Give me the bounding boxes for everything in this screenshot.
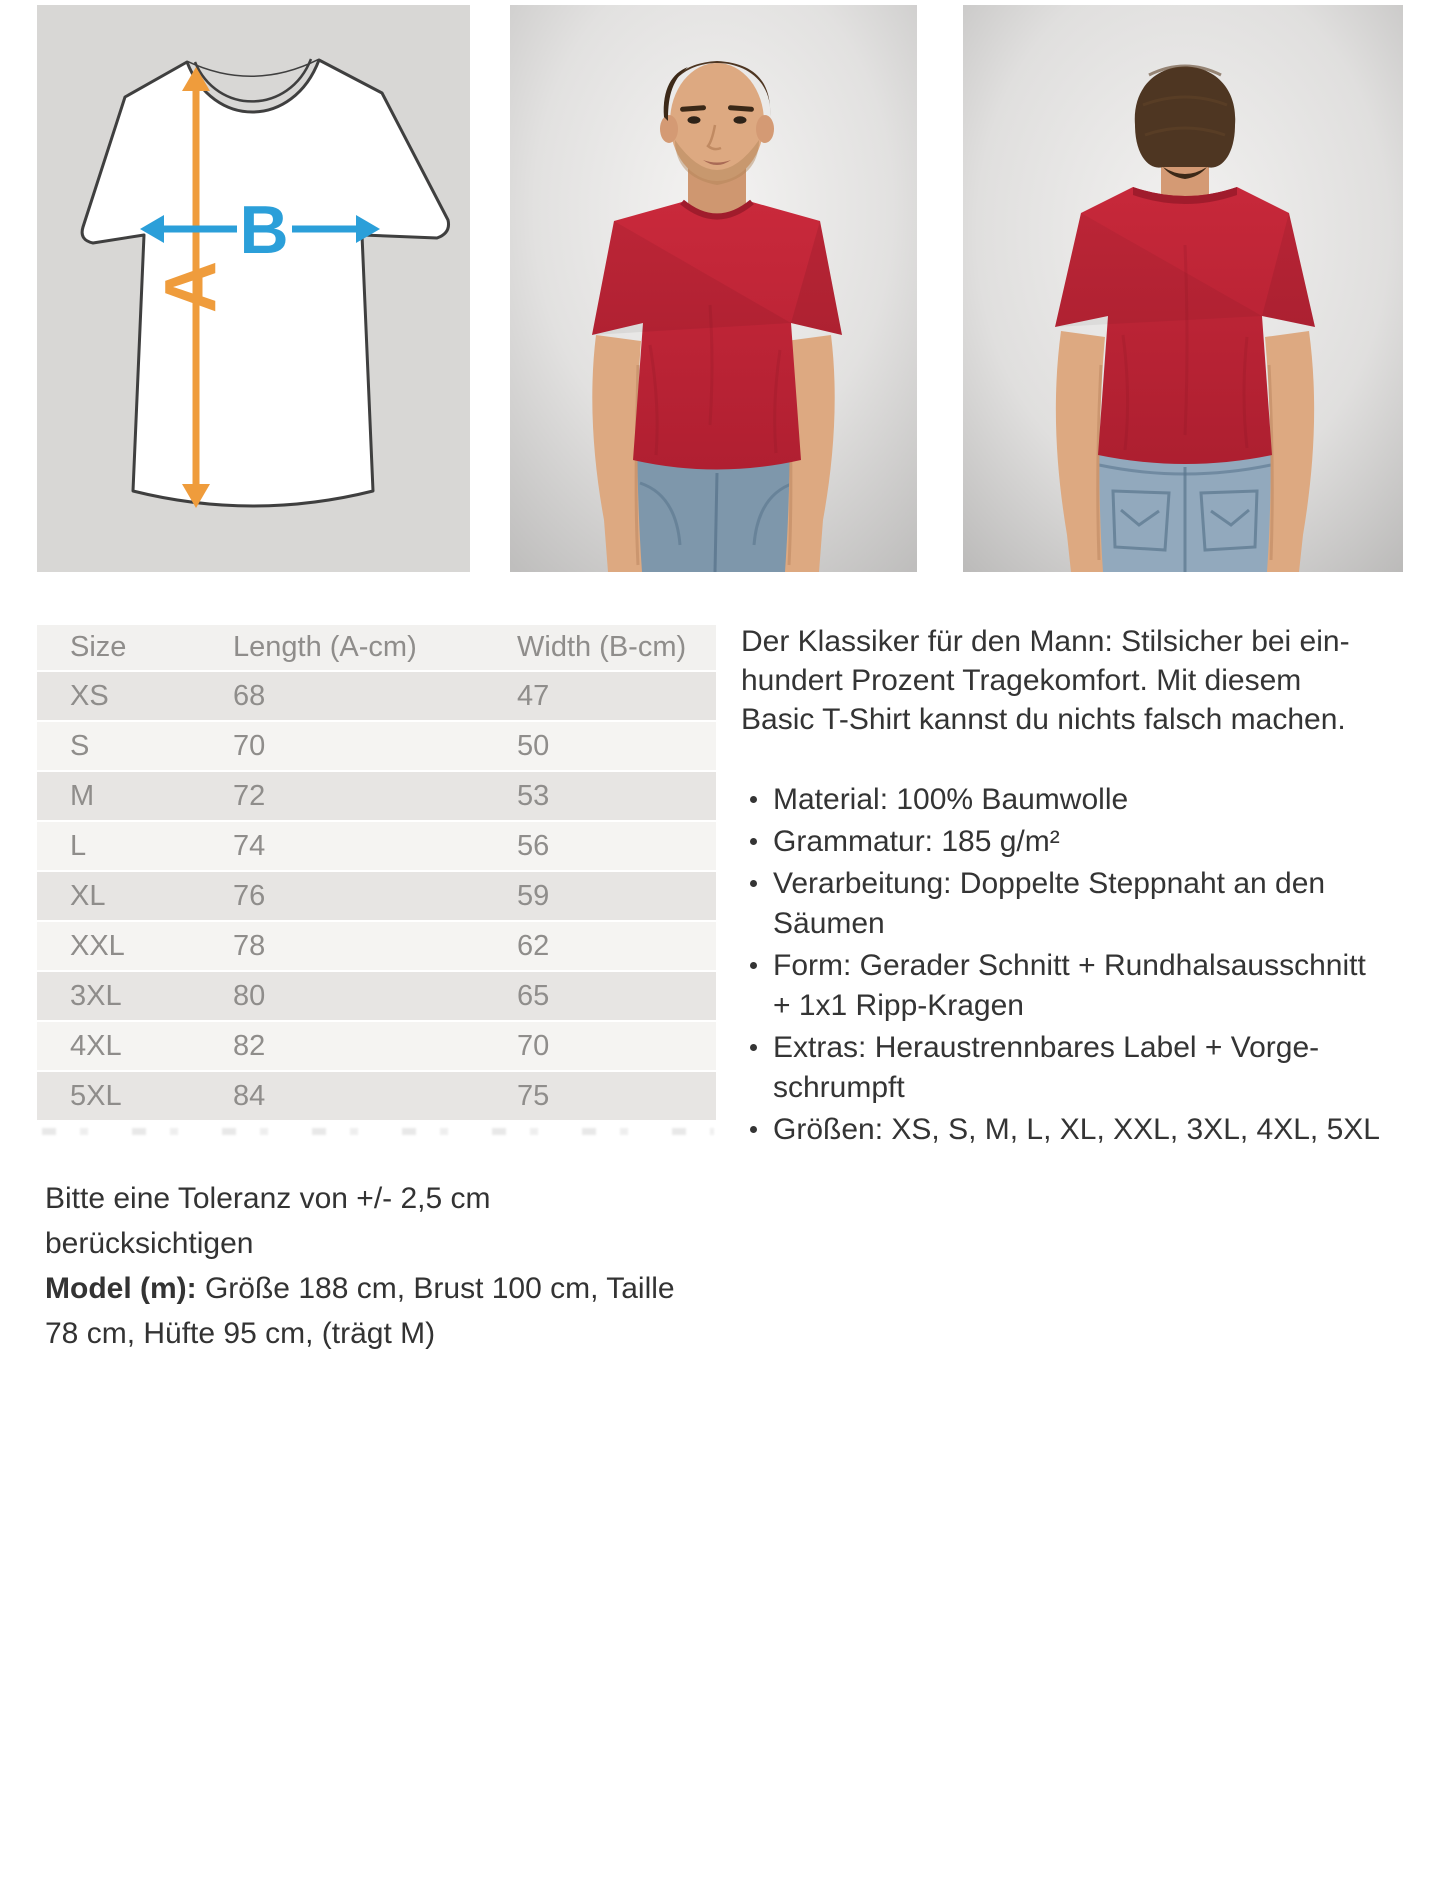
model-front-graphic (510, 5, 917, 572)
table-row: XXL 78 62 (37, 922, 716, 972)
list-item: Material: 100% Baumwolle (741, 780, 1425, 820)
table-row: XS 68 47 (37, 672, 716, 722)
bullet-icon (750, 1126, 757, 1133)
product-image-row (37, 5, 1403, 572)
list-item: Form: Gerader Schnitt + Rundhalsausschnitt + 1x1 Ripp-Kragen (741, 946, 1425, 1026)
table-row: S 70 50 (37, 722, 716, 772)
list-item: Extras: Heraustrennbares Label + Vorge- schrumpft (741, 1028, 1425, 1108)
col-header-width: Width (B-cm) (517, 631, 687, 663)
bullet-icon (750, 962, 757, 969)
label-b: B (239, 192, 289, 268)
size-table-header (37, 625, 716, 672)
label-a: A (151, 261, 231, 313)
feature-list (741, 780, 1425, 1150)
ghost-artifact-row (42, 1128, 714, 1135)
table-row: 3XL 80 65 (37, 972, 716, 1022)
size-diagram-panel (37, 5, 470, 572)
table-row: 5XL 84 75 (37, 1072, 716, 1122)
size-table (37, 625, 716, 1122)
table-row: L 74 56 (37, 822, 716, 872)
size-diagram-graphic (37, 5, 470, 572)
list-item: Größen: XS, S, M, L, XL, XXL, 3XL, 4XL, 5XL (741, 1110, 1425, 1150)
model-photo-front (510, 5, 917, 572)
description-intro: Der Klassiker für den Mann: Stilsicher bei ein- hundert Prozent Tragekomfort. Mit diesem Basic T-Shirt kannst du nichts falsch machen. (741, 625, 1350, 736)
bullet-icon (750, 796, 757, 803)
table-row: 4XL 82 70 (37, 1022, 716, 1072)
list-item: Grammatur: 185 g/m² (741, 822, 1425, 862)
bullet-icon (750, 838, 757, 845)
model-back-graphic (963, 5, 1403, 572)
col-header-length: Length (A-cm) (233, 631, 417, 663)
col-header-size: Size (70, 631, 127, 663)
table-row: M 72 53 (37, 772, 716, 822)
bullet-icon (750, 880, 757, 887)
bullet-icon (750, 1044, 757, 1051)
list-item: Verarbeitung: Doppelte Steppnaht an den Säumen (741, 864, 1425, 944)
model-info-line1: Model (m): Größe 188 cm, Brust 100 cm, Taille (45, 1272, 675, 1305)
sizing-notes (45, 1176, 685, 1356)
model-info-line2: 78 cm, Hüfte 95 cm, (trägt M) (45, 1317, 436, 1350)
tolerance-note: Bitte eine Toleranz von +/- 2,5 cm berücksichtigen (45, 1182, 491, 1260)
model-label: Model (m): (45, 1272, 197, 1305)
product-description (741, 622, 1425, 1152)
model-photo-back (963, 5, 1403, 572)
table-row: XL 76 59 (37, 872, 716, 922)
